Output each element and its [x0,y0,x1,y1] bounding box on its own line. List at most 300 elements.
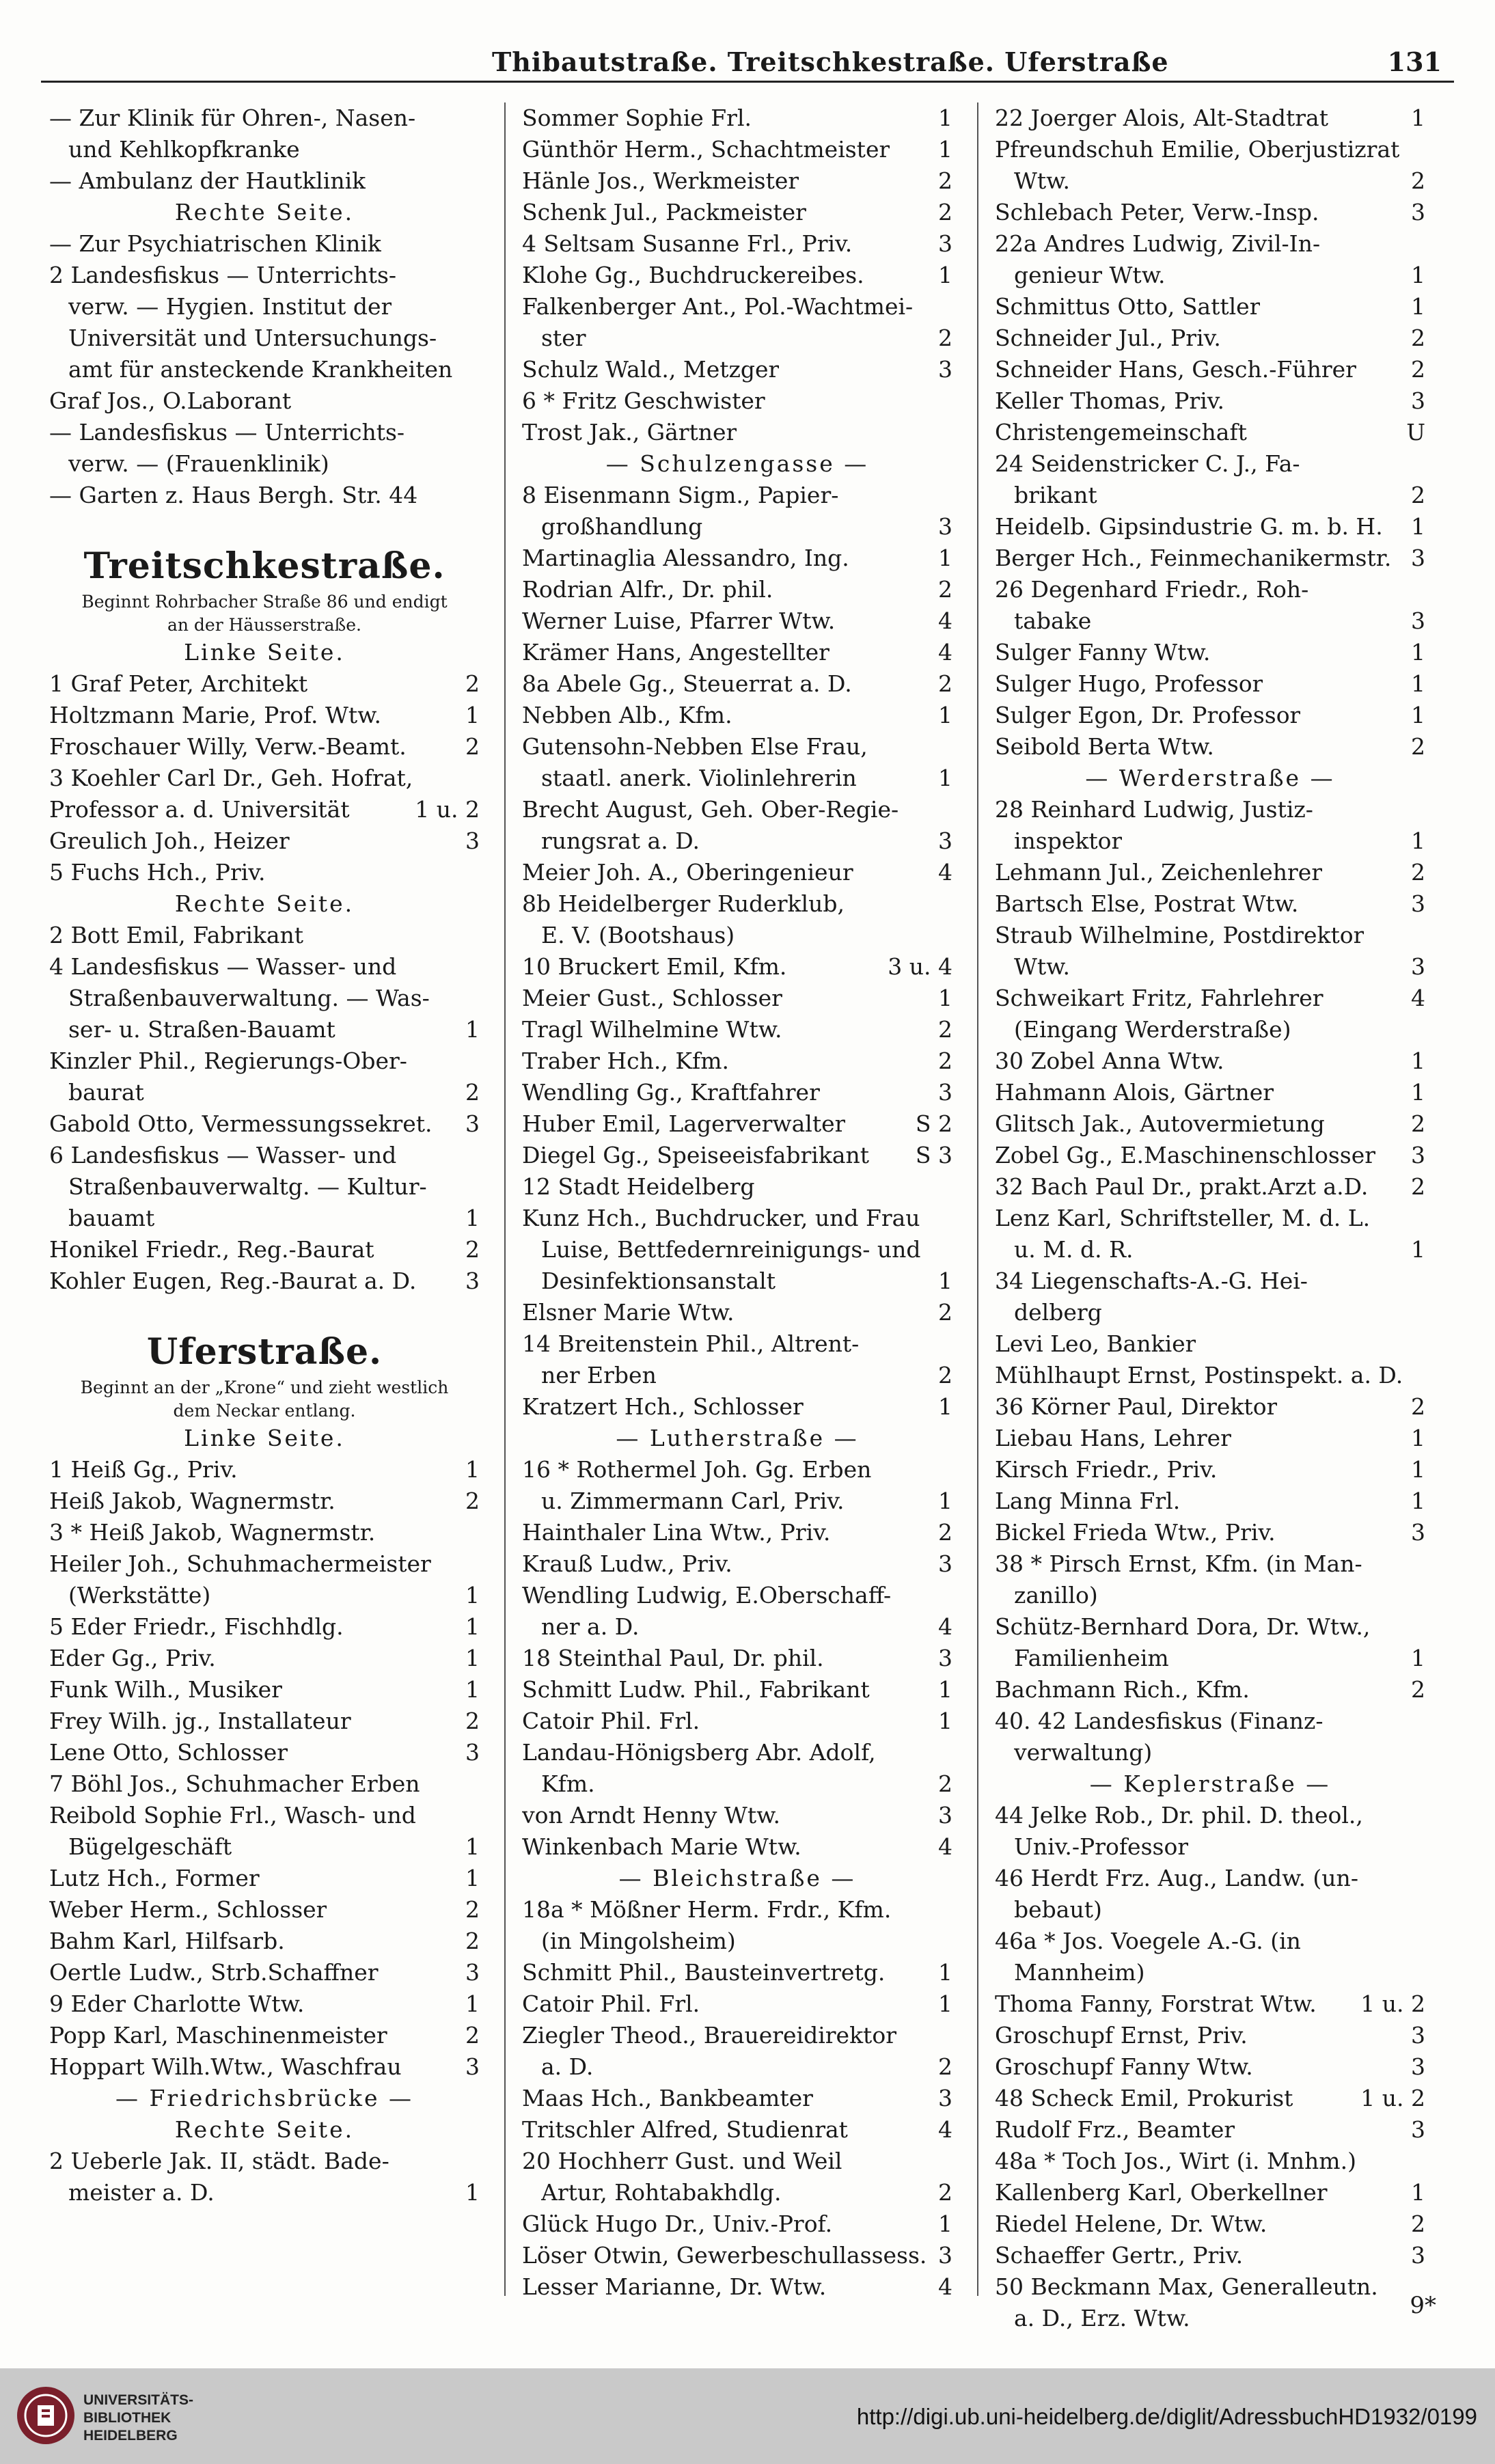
section-label [522,1863,952,1894]
floor-number: 2 [938,167,952,194]
floor-number: 3 [938,827,952,854]
entry-text: Straßenbauverwaltung. — Was- [68,985,430,1011]
entry-text: Lene Otto, Schlosser [49,1739,288,1766]
directory-entry [522,1045,952,1077]
entry-text: Huber Emil, Lagerverwalter [522,1110,846,1137]
entry-text: Kfm. [541,1770,595,1797]
directory-entry [995,637,1425,668]
directory-entry [995,1328,1425,1360]
floor-number: 1 [1411,1048,1425,1074]
directory-entry [995,1674,1425,1706]
street-description [49,1399,480,1423]
entry-text: — Werderstraße — [1085,765,1335,791]
entry-text: Linke Seite. [184,639,345,666]
floor-number: 1 [938,545,952,571]
entry-text: 46 Herdt Frz. Aug., Landw. (un- [995,1865,1358,1891]
directory-entry [49,951,480,983]
entry-text: Tritschler Alfred, Studienrat [522,2116,848,2143]
floor-number: 2 [465,2022,480,2049]
entry-text: Linke Seite. [184,1425,345,1451]
column-2 [522,102,952,2303]
entry-text: Reibold Sophie Frl., Wasch- und [49,1802,416,1829]
entry-text: Rudolf Frz., Beamter [995,2116,1235,2143]
floor-number: 4 [938,2273,952,2300]
entry-text: Wtw. [1014,953,1071,980]
entry-text: 48a * Toch Jos., Wirt (i. Mnhm.) [995,2148,1356,2174]
entry-text: 28 Reinhard Ludwig, Justiz- [995,796,1313,823]
floor-number: 1 [1411,1645,1425,1671]
directory-entry [522,2208,952,2240]
directory-entry [522,1486,952,1517]
entry-text: Hahmann Alois, Gärtner [995,1079,1274,1106]
entry-text: Froschauer Willy, Verw.-Beamt. [49,733,407,760]
entry-text: Graf Jos., O.Laborant [49,387,292,414]
entry-text: Desinfektionsanstalt [541,1268,776,1294]
directory-entry [49,1768,480,1800]
directory-entry [522,197,952,228]
entry-text: ster [541,325,586,351]
entry-text: Thoma Fanny, Forstrat Wtw. [995,1990,1317,2017]
directory-entry [522,1894,952,1926]
entry-text: — Zur Klinik für Ohren-, Nasen- [49,105,416,131]
floor-number: 2 [1411,733,1425,760]
entry-text: (in Mingolsheim) [541,1928,736,1954]
floor-number: 2 [465,1236,480,1263]
entry-text: Rodrian Alfr., Dr. phil. [522,576,773,603]
directory-entry [995,511,1425,543]
floor-number: 3 [938,1079,952,1106]
floor-number: 1 [938,136,952,163]
directory-entry [995,1234,1425,1265]
floor-number: 2 [1411,482,1425,508]
entry-text: Straßenbauverwaltg. — Kultur- [68,1173,427,1200]
entry-text: 6 Landesfiskus — Wasser- und [49,1142,397,1168]
floor-number: 3 [1411,2116,1425,2143]
entry-text: ner a. D. [541,1613,640,1640]
floor-number: 3 [465,1959,480,1986]
entry-text: Uferstraße. [146,1331,383,1373]
directory-entry [49,920,480,951]
floor-number: 1 [938,985,952,1011]
directory-entry [49,763,480,794]
directory-entry [995,1108,1425,1140]
floor-number: 2 [938,1048,952,1074]
entry-text: Keller Thomas, Priv. [995,387,1224,414]
floor-number: 3 [1411,1519,1425,1546]
entry-text: Seibold Berta Wtw. [995,733,1214,760]
entry-text: Professor a. d. Universität [49,796,350,823]
entry-text: 5 Eder Friedr., Fischhdlg. [49,1613,344,1640]
floor-number: 1 [938,702,952,728]
entry-text: Weber Herm., Schlosser [49,1896,327,1923]
entry-text: Kunz Hch., Buchdrucker, und Frau [522,1205,920,1231]
entry-text: 48 Scheck Emil, Prokurist [995,2085,1293,2111]
directory-entry [49,1831,480,1863]
floor-number: 2 [938,2179,952,2206]
directory-entry [49,2051,480,2083]
floor-number: 1 [465,1865,480,1891]
directory-entry [995,354,1425,385]
floor-number: 2 [1411,356,1425,383]
directory-entry [49,1643,480,1674]
directory-entry [995,1988,1425,2020]
entry-text: 50 Beckmann Max, Generalleutn. [995,2273,1378,2300]
directory-entry [995,323,1425,354]
floor-number: 3 [1411,607,1425,634]
directory-entry [522,2020,952,2051]
section-label [49,888,480,920]
directory-entry [995,920,1425,951]
floor-number: 2 [1411,1393,1425,1420]
directory-entry [995,1894,1425,1926]
floor-number: 2 [938,1299,952,1326]
directory-entry [522,983,952,1014]
entry-text: Lesser Marianne, Dr. Wtw. [522,2273,827,2300]
directory-entry [522,1265,952,1297]
entry-text: 8 Eisenmann Sigm., Papier- [522,482,839,508]
entry-text: Riedel Helene, Dr. Wtw. [995,2210,1267,2237]
floor-number: 3 [1411,890,1425,917]
entry-text: a. D., Erz. Wtw. [1014,2305,1190,2331]
directory-entry [995,1957,1425,1988]
entry-text: Lutz Hch., Former [49,1865,260,1891]
entry-text: delberg [1014,1299,1102,1326]
entry-text: — Keplerstraße — [1089,1770,1331,1797]
directory-entry [522,1234,952,1265]
floor-number: 3 [938,2085,952,2111]
directory-entry [522,134,952,165]
floor-number: 3 [465,827,480,854]
floor-number: 1 [938,2210,952,2237]
floor-number: 1 [1411,1425,1425,1451]
floor-number: 2 [1411,1676,1425,1703]
entry-text: Gabold Otto, Vermessungssekret. [49,1110,433,1137]
directory-entry [49,385,480,417]
entry-text: 32 Bach Paul Dr., prakt.Arzt a.D. [995,1173,1369,1200]
entry-text: Funk Wilh., Musiker [49,1676,282,1703]
entry-text: Sulger Egon, Dr. Professor [995,702,1301,728]
floor-number: 2 [1411,325,1425,351]
directory-entry [995,2208,1425,2240]
column-3 [995,102,1425,2334]
section-label [995,1768,1425,1800]
column-1 [49,102,480,2208]
directory-entry [995,2083,1425,2114]
floor-number: 1 [465,1990,480,2017]
directory-entry [995,543,1425,574]
floor-number: 4 [938,639,952,666]
entry-text: Rechte Seite. [174,2116,355,2143]
entry-text: zanillo) [1014,1582,1098,1609]
directory-entry [995,1454,1425,1486]
floor-number: 1 [1411,293,1425,320]
directory-entry [522,543,952,574]
floor-number: 3 [938,1550,952,1577]
entry-text: Sulger Fanny Wtw. [995,639,1211,666]
entry-text: Mannheim) [1014,1959,1145,1986]
entry-text: dem Neckar entlang. [173,1401,356,1421]
directory-entry [522,2083,952,2114]
entry-text: genieur Wtw. [1014,262,1166,288]
directory-entry [522,1611,952,1643]
floor-number: 3 [1411,2022,1425,2049]
entry-text: Treitschkestraße. [83,545,445,587]
entry-text: a. D. [541,2053,594,2080]
entry-text: 9 Eder Charlotte Wtw. [49,1990,305,2017]
floor-number: 1 u. 2 [1360,2085,1425,2111]
section-label [49,197,480,228]
directory-entry [522,1140,952,1171]
directory-entry [995,1863,1425,1894]
university-library-logo-icon [15,2385,77,2446]
entry-text: Brecht August, Geh. Ober-Regie- [522,796,899,823]
floor-number: 1 [938,1488,952,1514]
entry-text: 20 Hochherr Gust. und Weil [522,2148,842,2174]
floor-number: 2 [938,325,952,351]
entry-text: 24 Seidenstricker C. J., Fa- [995,450,1300,477]
floor-number: 1 [465,1645,480,1671]
directory-entry [995,1517,1425,1548]
directory-entry [522,102,952,134]
directory-entry [49,1706,480,1737]
directory-entry [522,1391,952,1423]
directory-entry [49,511,480,543]
directory-entry [522,228,952,260]
floor-number: 1 [1411,513,1425,540]
floor-number: 1 [1411,1236,1425,1263]
directory-entry [522,825,952,857]
directory-entry [522,731,952,763]
entry-text: Meier Gust., Schlosser [522,985,782,1011]
entry-text: 38 * Pirsch Ernst, Kfm. (in Man- [995,1550,1362,1577]
page-header [41,42,1454,83]
floor-number: 1 [938,765,952,791]
floor-number: 3 [1411,545,1425,571]
directory-entry [49,1674,480,1706]
entry-text: staatl. anerk. Violinlehrerin [541,765,857,791]
floor-number: 1 [465,702,480,728]
running-title: Thibautstraße. Treitschkestraße. Uferstraße [492,46,1169,77]
entry-text: Catoir Phil. Frl. [522,1708,700,1734]
directory-entry [49,1800,480,1831]
directory-entry [522,1957,952,1988]
floor-number: 3 [938,230,952,257]
entry-text: verwaltung) [1014,1739,1153,1766]
entry-text: Hoppart Wilh.Wtw., Waschfrau [49,2053,402,2080]
floor-number: 3 [938,2242,952,2269]
entry-text: Lehmann Jul., Zeichenlehrer [995,859,1323,886]
entry-text: Eder Gg., Priv. [49,1645,216,1671]
directory-entry [522,2051,952,2083]
entry-text: Heiß Jakob, Wagnermstr. [49,1488,335,1514]
directory-entry [522,165,952,197]
entry-text: Glück Hugo Dr., Univ.-Prof. [522,2210,833,2237]
directory-entry [49,1548,480,1580]
directory-entry [522,480,952,511]
street-description [49,614,480,637]
entry-text: Trost Jak., Gärtner [522,419,737,446]
directory-entry [49,1234,480,1265]
entry-text: Ziegler Theod., Brauereidirektor [522,2022,896,2049]
directory-entry [995,291,1425,323]
directory-entry [522,1360,952,1391]
directory-entry [995,228,1425,260]
directory-entry [995,825,1425,857]
entry-text: Levi Leo, Bankier [995,1330,1196,1357]
entry-text: 10 Bruckert Emil, Kfm. [522,953,787,980]
directory-entry [522,2177,952,2208]
floor-number: 1 [465,1016,480,1043]
entry-text: Bickel Frieda Wtw., Priv. [995,1519,1276,1546]
directory-entry [49,1580,480,1611]
directory-entry [522,1203,952,1234]
directory-entry [995,1800,1425,1831]
directory-entry [995,1297,1425,1328]
entry-text: Bartsch Else, Postrat Wtw. [995,890,1299,917]
entry-text: Klohe Gg., Buchdruckereibes. [522,262,864,288]
floor-number: S 3 [915,1142,952,1168]
floor-number: 2 [465,1079,480,1106]
street-description [49,1376,480,1399]
directory-entry [49,1297,480,1328]
floor-number: 2 [1411,167,1425,194]
entry-text: Kohler Eugen, Reg.-Baurat a. D. [49,1268,417,1294]
directory-entry [522,763,952,794]
entry-text: baurat [68,1079,144,1106]
directory-entry [522,2114,952,2146]
floor-number: 2 [465,1708,480,1734]
directory-entry [49,794,480,825]
floor-number: 3 [938,1645,952,1671]
floor-number: 2 [465,670,480,697]
directory-entry [49,700,480,731]
entry-text: Maas Hch., Bankbeamter [522,2085,813,2111]
directory-entry [995,2146,1425,2177]
entry-text: u. Zimmermann Carl, Priv. [541,1488,845,1514]
directory-entry [522,2146,952,2177]
entry-text: Schweikart Fritz, Fahrlehrer [995,985,1323,1011]
entry-text: — Lutherstraße — [616,1425,859,1451]
entry-text: Schulz Wald., Metzger [522,356,780,383]
directory-entry [49,1863,480,1894]
directory-entry [995,605,1425,637]
entry-text: 22a Andres Ludwig, Zivil-In- [995,230,1321,257]
floor-number: 1 [938,1268,952,1294]
entry-text: Schmitt Ludw. Phil., Fabrikant [522,1676,870,1703]
directory-entry [995,417,1425,448]
entry-text: — Friedrichsbrücke — [115,2085,414,2111]
directory-entry [522,1831,952,1863]
entry-text: Artur, Rohtabakhdlg. [541,2179,782,2206]
entry-text: Bachmann Rich., Kfm. [995,1676,1250,1703]
column-divider [504,102,506,2296]
entry-text: (Eingang Werderstraße) [1014,1016,1291,1043]
entry-text: 30 Zobel Anna Wtw. [995,1048,1224,1074]
floor-number: 4 [938,1833,952,1860]
entry-text: Mühlhaupt Ernst, Postinspekt. a. D. [995,1362,1403,1388]
directory-entry [49,668,480,700]
entry-text: 3 Koehler Carl Dr., Geh. Hofrat, [49,765,413,791]
floor-number: 1 [1411,2179,1425,2206]
footer-bar [0,2368,1495,2464]
directory-entry [522,260,952,291]
entry-text: rungsrat a. D. [541,827,700,854]
entry-text: Schneider Hans, Gesch.-Führer [995,356,1356,383]
entry-text: Holtzmann Marie, Prof. Wtw. [49,702,381,728]
directory-entry [995,1611,1425,1643]
column-divider [977,102,978,2296]
directory-entry [49,165,480,197]
entry-text: Beginnt Rohrbacher Straße 86 und endigt [81,592,448,612]
entry-text: Löser Otwin, Gewerbeschullassess. [522,2242,927,2269]
street-heading [49,1328,480,1376]
source-url-link[interactable]: http://digi.ub.uni-heidelberg.de/diglit/AdressbuchHD1932/0199 [856,2404,1477,2429]
entry-text: 46a * Jos. Voegele A.-G. (in [995,1928,1301,1954]
entry-text: 6 * Fritz Geschwister [522,387,765,414]
directory-entry [522,1548,952,1580]
entry-text: 26 Degenhard Friedr., Roh- [995,576,1309,603]
entry-text: Heiler Joh., Schuhmachermeister [49,1550,431,1577]
directory-entry [995,1203,1425,1234]
directory-entry [995,888,1425,920]
floor-number: 2 [938,1016,952,1043]
entry-text: Nebben Alb., Kfm. [522,702,732,728]
entry-text: und Kehlkopfkranke [68,136,300,163]
floor-number: 1 u. 2 [415,796,480,823]
entry-text: Schaeffer Gertr., Priv. [995,2242,1244,2269]
directory-entry [522,1706,952,1737]
directory-entry [995,2177,1425,2208]
entry-text: Popp Karl, Maschinenmeister [49,2022,387,2049]
entry-text: Zobel Gg., E.Maschinenschlosser [995,1142,1376,1168]
floor-number: 2 [938,2053,952,2080]
directory-entry [49,1077,480,1108]
entry-text: Sommer Sophie Frl. [522,105,752,131]
directory-entry [995,1486,1425,1517]
entry-text: Kinzler Phil., Regierungs-Ober- [49,1048,407,1074]
entry-text: Liebau Hans, Lehrer [995,1425,1231,1451]
page-number: 131 [1387,46,1442,77]
directory-entry [995,951,1425,983]
entry-text: Schmitt Phil., Bausteinvertretg. [522,1959,886,1986]
entry-text: verw. — (Frauenklinik) [68,450,329,477]
directory-entry [995,1140,1425,1171]
directory-entry [522,1108,952,1140]
directory-entry [995,165,1425,197]
entry-text: amt für ansteckende Krankheiten [68,356,453,383]
floor-number: 2 [938,1362,952,1388]
floor-number: 1 [465,1613,480,1640]
entry-text: Groschupf Ernst, Priv. [995,2022,1248,2049]
floor-number: 3 [465,2053,480,2080]
directory-entry [49,291,480,323]
entry-text: Universität und Untersuchungs- [68,325,437,351]
directory-entry [49,102,480,134]
directory-entry [522,291,952,323]
entry-text: 2 Landesfiskus — Unterrichts- [49,262,397,288]
floor-number: 4 [938,2116,952,2143]
entry-text: Sulger Hugo, Professor [995,670,1263,697]
floor-number: 2 [1411,859,1425,886]
entry-text: u. M. d. R. [1014,1236,1134,1263]
floor-number: 1 [938,1959,952,1986]
entry-text: — Ambulanz der Hautklinik [49,167,366,194]
directory-entry [522,1014,952,1045]
entry-text: Rechte Seite. [174,199,355,225]
entry-text: großhandlung [541,513,703,540]
floor-number: 1 [938,1990,952,2017]
floor-number: 2 [938,199,952,225]
